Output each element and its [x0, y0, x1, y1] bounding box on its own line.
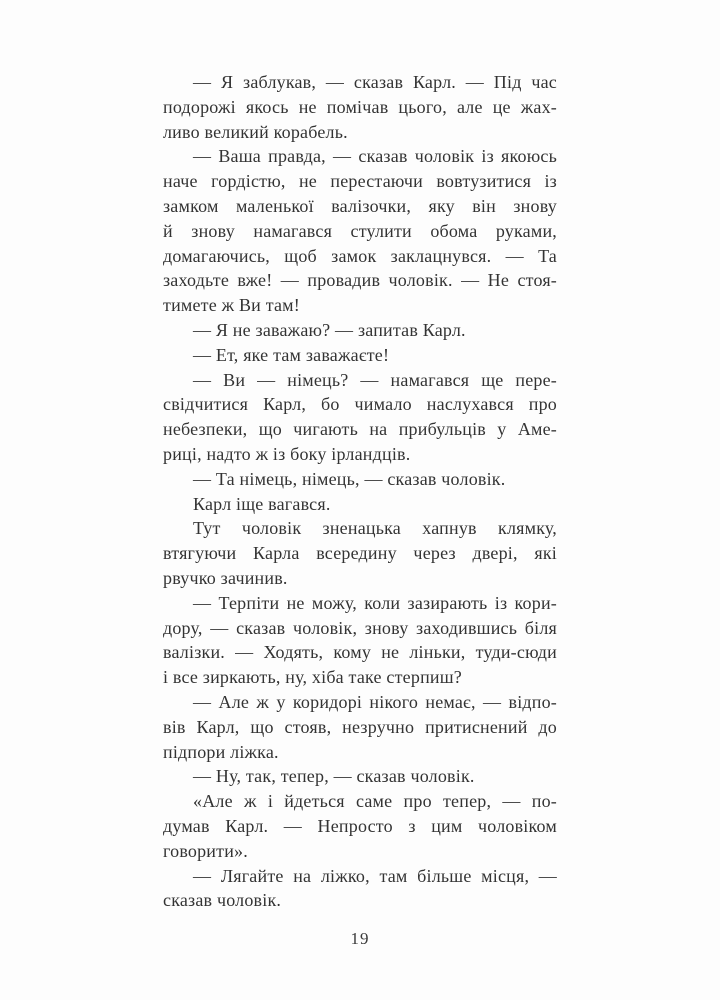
page-number: 19: [350, 929, 370, 948]
text-line: домагаючись, щоб замок заклацнувся. — Та: [163, 245, 557, 266]
text-line: Карл іще вагався.: [193, 493, 331, 514]
text-line: «Але ж і йдеться саме про тепер, — по-: [193, 791, 557, 812]
text-line: дору, — сказав чоловік, знову заходившись біля: [163, 617, 557, 638]
text-line: риці, надто ж із боку ірландців.: [163, 443, 411, 464]
text-line: й знову намагався стулити обома руками,: [163, 220, 557, 241]
text-line: — Ну, так, тепер, — сказав чоловік.: [193, 766, 475, 787]
text-line: підпори ліжка.: [163, 741, 279, 762]
paragraph: [163, 70, 557, 144]
paragraph: [163, 591, 557, 690]
text-line: тимете ж Ви там!: [163, 295, 300, 316]
text-line: — Ви — німець? — намагався ще пере-: [193, 369, 557, 390]
paragraph: [163, 492, 557, 517]
paragraph: [163, 318, 557, 343]
text-line: — Та німець, німець, — сказав чоловік.: [193, 468, 506, 489]
text-line: думав Карл. — Непросто з цим чоловіком: [163, 815, 557, 836]
text-line: — Я заблукав, — сказав Карл. — Під час: [193, 72, 557, 92]
text-line: — Терпіти не можу, коли зазирають із кори-: [193, 592, 557, 613]
text-line: вів Карл, що стояв, незручно притиснений до: [163, 716, 557, 737]
text-line: Тут чоловік зненацька хапнув клямку,: [193, 518, 557, 539]
text-line: замком маленької валізочки, яку він знову: [163, 195, 557, 216]
text-line: і все зиркають, ну, хіба таке стерпиш?: [163, 667, 462, 688]
text-line: свідчитися Карл, бо чимало наслухався про: [163, 394, 557, 415]
text-line: ливо великий корабель.: [163, 121, 348, 142]
paragraph: [163, 690, 557, 764]
paragraph: [163, 343, 557, 368]
text-line: говорити».: [163, 840, 248, 861]
text-line: — Ваша правда, — сказав чоловік із якоюсь: [193, 146, 557, 167]
paragraph: [163, 368, 557, 467]
text-line: — Лягайте на ліжко, там більше місця, —: [193, 865, 557, 886]
text-line: сказав чоловік.: [163, 890, 282, 911]
paragraph: [163, 864, 557, 914]
text-block: [163, 70, 557, 913]
text-line: небезпеки, що чигають на прибульців у Аме-: [163, 419, 557, 440]
paragraph: [163, 144, 557, 318]
text-line: — Але ж у коридорі нікого немає, — відпо-: [193, 691, 557, 712]
paragraph: [163, 516, 557, 590]
text-line: валізки. — Ходять, кому не ліньки, туди-сюди: [163, 642, 557, 663]
text-line: рвучко зачинив.: [163, 567, 288, 588]
paragraph: [163, 467, 557, 492]
text-line: — Ет, яке там заважаєте!: [193, 344, 390, 365]
text-line: заходьте вже! — провадив чоловік. — Не стоя-: [163, 270, 557, 291]
text-line: подорожі якось не помічав цього, але це жах-: [163, 96, 557, 117]
text-line: втягуючи Карла всередину через двері, які: [163, 543, 557, 564]
text-line: наче гордістю, не перестаючи вовтузитися із: [163, 171, 557, 192]
text-line: — Я не заважаю? — запитав Карл.: [193, 319, 466, 340]
paragraph: [163, 789, 557, 863]
paragraph: [163, 764, 557, 789]
